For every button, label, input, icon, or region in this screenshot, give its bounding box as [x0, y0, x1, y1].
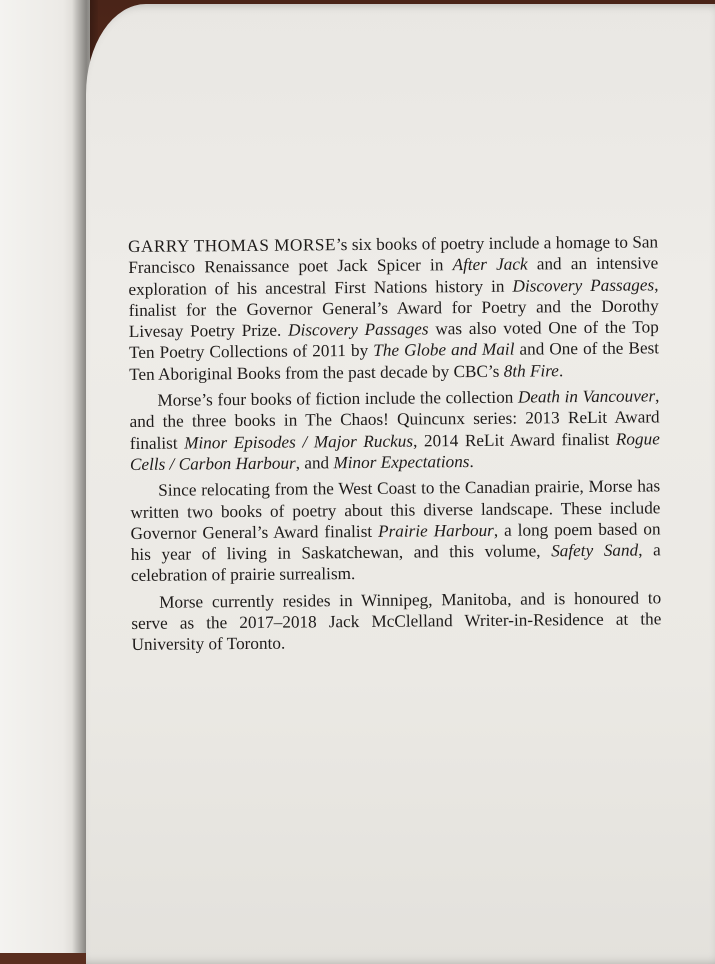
author-bio — [128, 231, 662, 660]
bio-paragraph-1: GARRY THOMAS MORSE’s six books of poetry include a homage to San Francisco Renaissance poet Jack Spicer in After Jack and an intensive exploration of his ancestral First Nations history in Discovery Passages, finalist for the Governor General’s Award for Poetry and the Dorothy Livesay Poetry Prize. Discovery Passages was also voted One of the Top Ten Poetry Collections of 2011 by The Globe and Mail and One of the Best Ten Aboriginal Books from the past decade by CBC’s 8th Fire. — [128, 232, 660, 384]
book-title: Discovery Passages — [288, 319, 429, 340]
book-title: Discovery Passages — [512, 275, 655, 296]
bio-paragraph-3: Since relocating from the West Coast to the Canadian prairie, Morse has written two books of poetry about this diverse landscape. These include Governor General’s Award finalist Prairie Harbour, a long poem based on his year of living in Saskatchewan, and this volume, Safety Sand, a celebration of prairie surrealism. — [130, 476, 661, 586]
publication-title: The Globe and Mail — [373, 340, 515, 361]
bio-paragraph-2: Morse’s four books of fiction include the collection Death in Vancouver, and the three books in The Chaos! Quincunx series: 2013 ReLit Award finalist Minor Episodes / Major Ruckus, 2014 ReLit Award finalist Rogue Cells / Carbon Harbour, and Minor Expectations. — [129, 386, 660, 474]
book-title: Minor Episodes / Major Ruckus — [184, 431, 414, 453]
program-title: 8th Fire — [503, 361, 559, 381]
book-title: Death in Vancouver — [517, 386, 656, 407]
book-title: After Jack — [452, 254, 528, 275]
author-name: GARRY THOMAS MORSE — [128, 235, 337, 256]
bio-paragraph-4: Morse currently resides in Winnipeg, Manitoba, and is honoured to serve as the 2017–2018 Jack McClelland Writer-in-Residence at the University of Toronto. — [131, 588, 662, 655]
book-title: Rogue Cells / Carbon Harbour — [129, 429, 660, 474]
book-title: Minor Expectations — [333, 451, 470, 473]
book-title: Safety Sand — [551, 540, 639, 561]
book-title: Prairie Harbour — [377, 520, 494, 541]
